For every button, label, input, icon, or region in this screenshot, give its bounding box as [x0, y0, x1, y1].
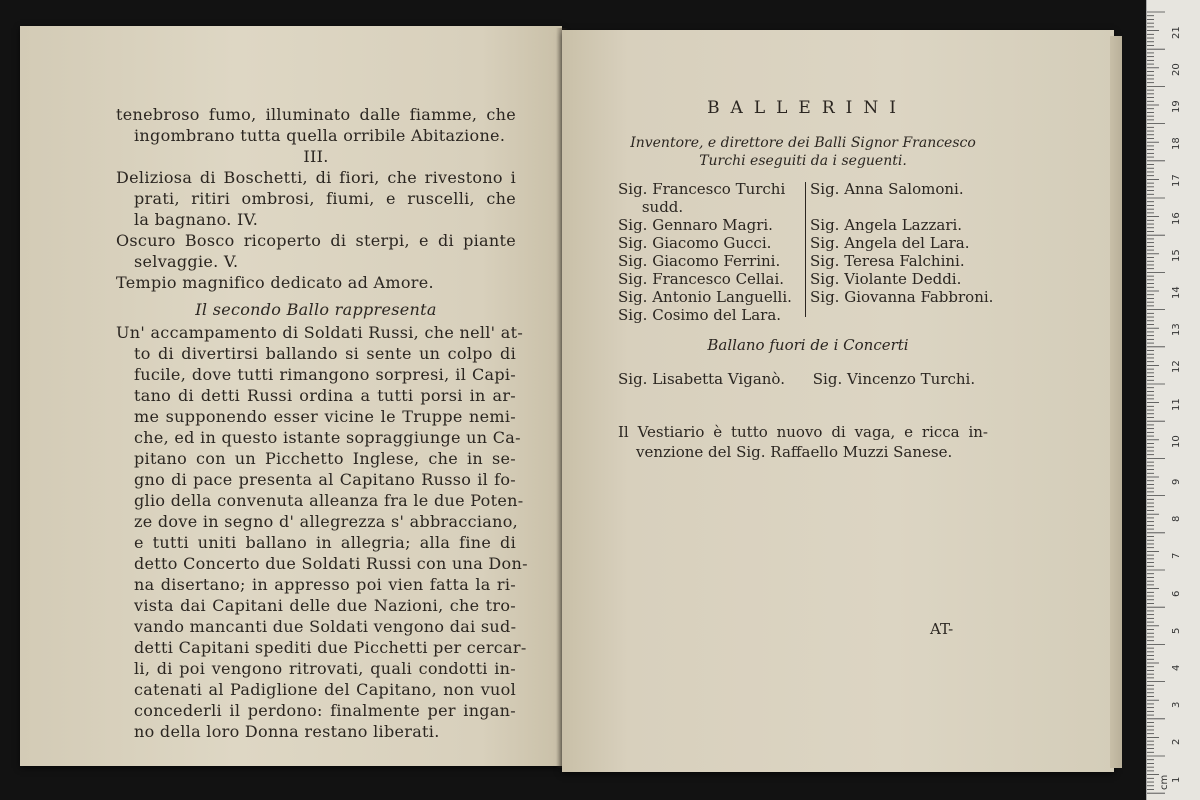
dancer-name: Sig. Francesco Cellai. [618, 270, 785, 288]
text-line: concederli il perdono: finalmente per ingan- [134, 701, 516, 720]
intro-text [618, 134, 988, 170]
text-line: e tutti uniti ballano in allegria; alla fine di [134, 533, 516, 552]
ruler-number: 15 [1171, 249, 1182, 262]
dancer-name: Sig. Cosimo del Lara. [618, 306, 782, 324]
dancer-name: Sig. Giovanna Fabbroni. [810, 288, 994, 306]
extra-dancers [618, 370, 998, 388]
dancer-name: Sig. Gennaro Magri. [618, 216, 773, 234]
text-line: detti Capitani spediti due Picchetti per cercar- [134, 638, 527, 657]
text-line: gno di pace presenta al Capitano Russo il fo- [134, 470, 516, 489]
text-line: tenebroso fumo, illuminato dalle fiamme, che [116, 105, 516, 124]
text-line: vando mancanti due Soldati vengono dai sud- [134, 617, 517, 636]
ruler-number: 6 [1171, 590, 1182, 597]
text-line: ze dove in segno d' allegrezza s' abbracciano, [134, 512, 519, 531]
intro-line-2: Turchi eseguiti da i seguenti. [699, 153, 907, 169]
dancer-name [810, 198, 1000, 216]
extra-dancer-left: Sig. Lisabetta Viganò. [618, 370, 785, 388]
dancer-name: Sig. Francesco Turchi [618, 180, 786, 198]
dancer-name: Sig. Angela del Lara. [810, 234, 970, 252]
ruler-number: 2 [1171, 739, 1182, 746]
dancer-name: Sig. Teresa Falchini. [810, 252, 965, 270]
extra-dancer-right: Sig. Vincenzo Turchi. [812, 370, 976, 388]
ruler-unit-label: cm [1159, 774, 1170, 790]
column-divider [805, 182, 806, 317]
ruler-number: 8 [1171, 515, 1182, 523]
ruler-number: 1 [1171, 776, 1182, 783]
page-title: BALLERINI [707, 98, 907, 118]
dancer-name: Sig. Angela Lazzari. [810, 216, 963, 234]
ruler-number: 14 [1171, 286, 1182, 299]
ruler-number: 19 [1171, 100, 1182, 113]
section-heading: Il secondo Ballo rappresenta [195, 300, 437, 319]
text-line: to di divertirsi ballando si sente un colpo di [134, 344, 516, 363]
text-line: glio della convenuta alleanza fra le due Poten- [134, 491, 524, 510]
ruler-number: 5 [1171, 627, 1182, 634]
ruler-number: 21 [1171, 25, 1182, 39]
ruler-number: 20 [1171, 63, 1182, 76]
text-line: Oscuro Bosco ricoperto di sterpi, e di piante [116, 231, 516, 250]
text-line: Tempio magnifico dedicato ad Amore. [116, 273, 434, 292]
men-column [618, 180, 804, 324]
women-column [810, 180, 1000, 306]
left-page [20, 26, 562, 766]
text-line: me supponendo esser vicine le Truppe nemi- [134, 407, 516, 426]
text-line: la bagnano. IV. [134, 210, 259, 229]
right-page [562, 30, 1114, 772]
text-line: no della loro Donna restano liberati. [134, 722, 440, 741]
text-line: pitano con un Picchetto Inglese, che in se- [134, 449, 516, 468]
text-line: che, ed in questo istante sopraggiunge un Ca- [134, 428, 521, 447]
text-line: catenati al Padiglione del Capitano, non vuol [134, 680, 516, 699]
subheading: Ballano fuori de i Concerti [707, 336, 909, 354]
vestiario-line-1: Il Vestiario è tutto nuovo di vaga, e ricca in- [618, 423, 988, 441]
ruler-number: 4 [1171, 664, 1182, 671]
text-line: prati, ritiri ombrosi, fiumi, e ruscelli, che [134, 189, 516, 208]
text-line: Un' accampamento di Soldati Russi, che nell' at- [116, 323, 524, 342]
ruler-number: 12 [1171, 360, 1182, 374]
vestiario-note [618, 422, 988, 462]
text-line: tano di detti Russi ordina a tutti porsi in ar- [134, 386, 516, 405]
dancer-name: Sig. Antonio Languelli. [618, 288, 792, 306]
text-line: na disertano; in appresso poi vien fatta la ri- [134, 575, 516, 594]
text-line: III. [303, 147, 329, 166]
measurement-ruler [1146, 0, 1200, 800]
dancer-name: sudd. [618, 198, 684, 216]
left-page-body [116, 322, 528, 742]
catchword: AT- [930, 620, 954, 638]
page-edges [1110, 36, 1122, 768]
text-line: fucile, dove tutti rimangono sorpresi, il Capi- [134, 365, 516, 384]
vestiario-line-2: venzione del Sig. Raffaello Muzzi Sanese. [636, 443, 953, 461]
left-page-intro [116, 104, 516, 293]
ruler-number: 10 [1171, 435, 1182, 448]
ruler-number: 7 [1171, 553, 1182, 560]
ruler-number: 13 [1171, 323, 1182, 337]
text-line: detto Concerto due Soldati Russi con una Don- [134, 554, 528, 573]
ruler-number: 11 [1171, 397, 1182, 411]
dancer-name: Sig. Giacomo Gucci. [618, 234, 772, 252]
dancer-name: Sig. Anna Salomoni. [810, 180, 964, 198]
text-line: selvaggie. V. [134, 252, 239, 271]
text-line: Deliziosa di Boschetti, di fiori, che rivestono i [116, 168, 516, 187]
ruler-number: 9 [1171, 478, 1182, 485]
ruler-number: 17 [1171, 174, 1182, 188]
text-line: li, di poi vengono ritrovati, quali condotti in- [134, 659, 516, 678]
ruler-number: 18 [1171, 137, 1182, 151]
dancer-name: Sig. Violante Deddi. [810, 270, 962, 288]
dancer-name: Sig. Giacomo Ferrini. [618, 252, 781, 270]
text-line: ingombrano tutta quella orribile Abitazione. [134, 126, 506, 145]
intro-line-1: Inventore, e direttore dei Balli Signor Francesco [630, 135, 976, 151]
left-page-text [116, 104, 528, 742]
ruler-number: 16 [1171, 211, 1182, 225]
text-line: vista dai Capitani delle due Nazioni, che tro- [134, 596, 516, 615]
ruler-number: 3 [1171, 701, 1182, 709]
